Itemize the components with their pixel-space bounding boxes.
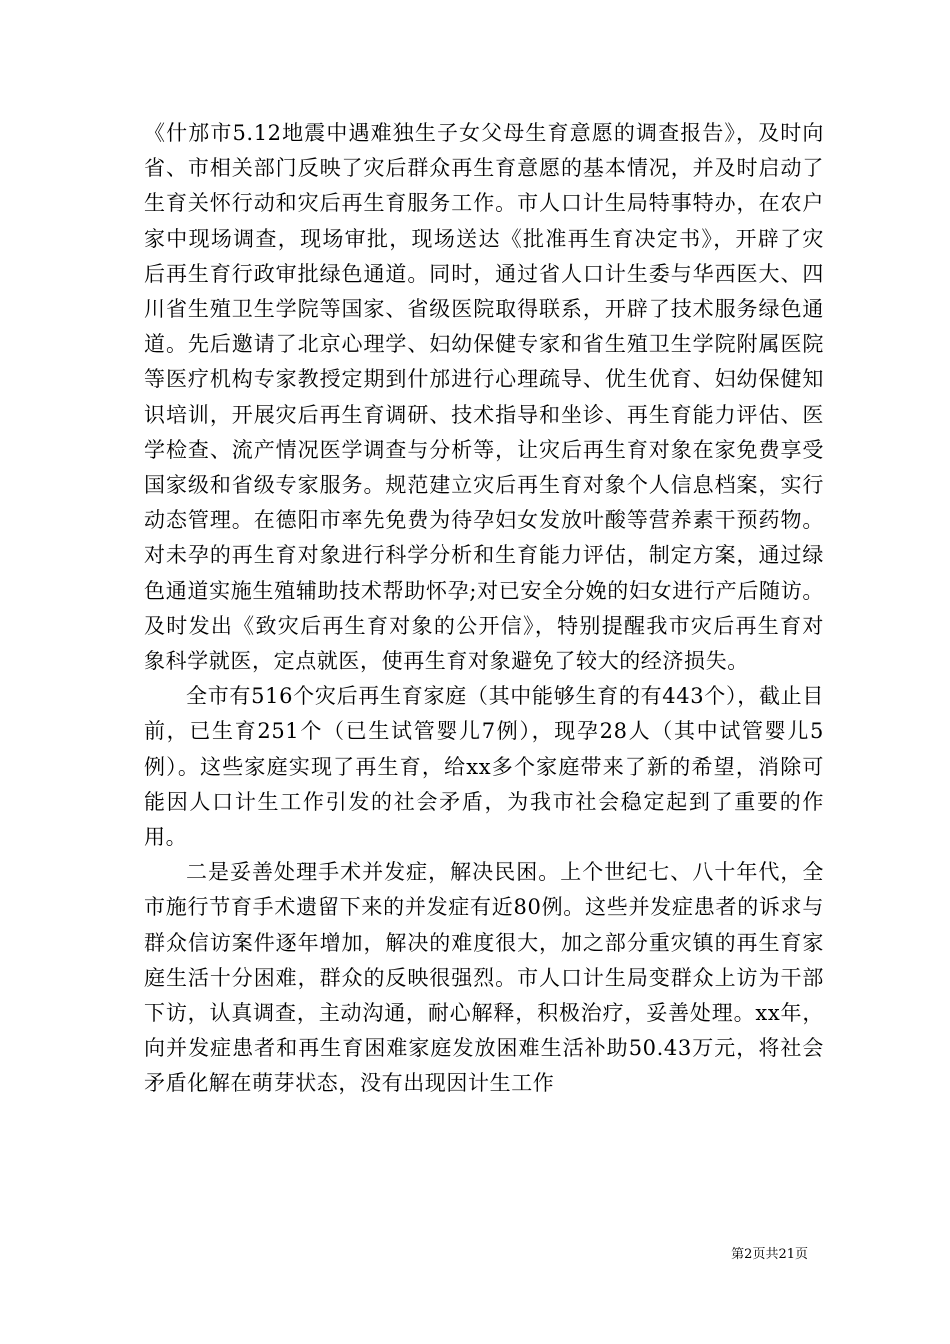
page-number-footer: 第2页共21页 <box>731 1247 808 1262</box>
document-body <box>144 116 824 1102</box>
paragraph-1: 《什邡市5.12地震中遇难独生子女父母生育意愿的调查报告》，及时向省、市相关部门反映了灾后群众再生育意愿的基本情况，并及时启动了生育关怀行动和灾后再生育服务工作。市人口计生局特事特办，在农户家中现场调查，现场审批，现场送达《批准再生育决定书》，开辟了灾后再生育行政审批绿色通道。同时，通过省人口计生委与华西医大、四川省生殖卫生学院等国家、省级医院取得联系，开辟了技术服务绿色通道。先后邀请了北京心理学、妇幼保健专家和省生殖卫生学院附属医院等医疗机构专家教授定期到什邡进行心理疏导、优生优育、妇幼保健知识培训，开展灾后再生育调研、技术指导和坐诊、再生育能力评估、医学检查、流产情况医学调查与分析等，让灾后再生育对象在家免费享受国家级和省级专家服务。规范建立灾后再生育对象个人信息档案，实行动态管理。在德阳市率先免费为待孕妇女发放叶酸等营养素干预药物。对未孕的再生育对象进行科学分析和生育能力评估，制定方案，通过绿色通道实施生殖辅助技术帮助怀孕;对已安全分娩的妇女进行产后随访。及时发出《致灾后再生育对象的公开信》，特别提醒我市灾后再生育对象科学就医，定点就医，使再生育对象避免了较大的经济损失。 <box>144 121 824 674</box>
paragraph-3: 二是妥善处理手术并发症，解决民困。上个世纪七、八十年代，全市施行节育手术遗留下来的并发症有近80例。这些并发症患者的诉求与群众信访案件逐年增加，解决的难度很大，加之部分重灾镇的再生育家庭生活十分困难，群众的反映很强烈。市人口计生局变群众上访为干部下访，认真调查，主动沟通，耐心解释，积极治疗，妥善处理。xx年，向并发症患者和再生育困难家庭发放困难生活补助50.43万元，将社会矛盾化解在萌芽状态，没有出现因计生工作 <box>144 860 824 1096</box>
paragraph-2: 全市有516个灾后再生育家庭（其中能够生育的有443个），截止目前，已生育251个（已生试管婴儿7例），现孕28人（其中试管婴儿5例）。这些家庭实现了再生育，给xx多个家庭带来了新的希望，消除可能因人口计生工作引发的社会矛盾，为我市社会稳定起到了重要的作用。 <box>144 684 824 850</box>
